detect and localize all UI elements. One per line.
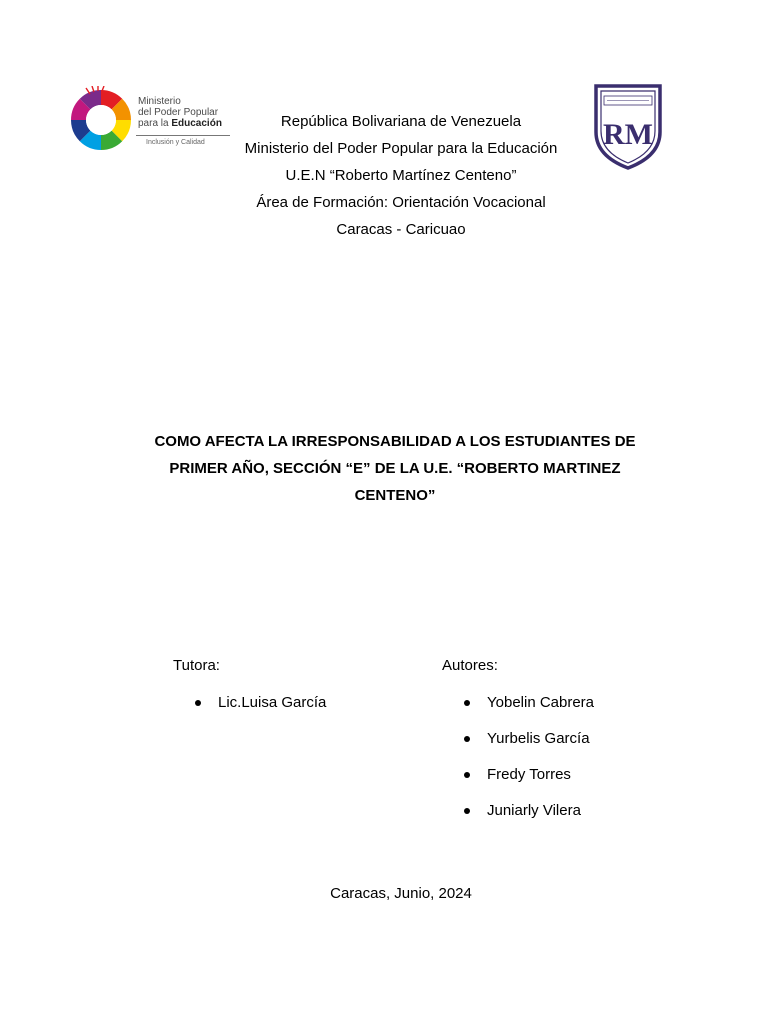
- author-name: Yurbelis García: [487, 730, 590, 747]
- list-item: [442, 693, 594, 729]
- ministry-ring-icon: [70, 86, 136, 154]
- tutor-heading: Tutora:: [173, 657, 220, 674]
- list-item: [442, 801, 594, 837]
- tutor-name: Lic.Luisa García: [218, 694, 327, 711]
- bullet-icon: [464, 736, 470, 742]
- list-item: [173, 693, 326, 729]
- header-ministry: Ministerio del Poder Popular para la Educación: [244, 140, 558, 157]
- authors-list: [442, 693, 594, 837]
- author-name: Juniarly Vilera: [487, 802, 581, 819]
- place-and-date: Caracas, Junio, 2024: [330, 885, 472, 902]
- header-location: Caracas - Caricuao: [336, 221, 466, 238]
- ministry-logo-slogan: Inclusión y Calidad: [146, 139, 205, 146]
- bullet-icon: [195, 700, 201, 706]
- author-name: Fredy Torres: [487, 766, 571, 783]
- document-title: [140, 428, 650, 509]
- header-subject-area: Área de Formación: Orientación Vocacional: [256, 194, 546, 211]
- author-name: Yobelin Cabrera: [487, 694, 595, 711]
- ministry-logo-bold-word: Educación: [171, 118, 222, 129]
- list-item: [442, 765, 594, 801]
- school-monogram: RM: [603, 118, 653, 151]
- institution-header: [200, 108, 602, 243]
- school-shield-icon: [592, 82, 664, 170]
- tutor-list: [173, 693, 326, 729]
- document-title-line: PRIMER AÑO, SECCIÓN “E” DE LA U.E. “ROBERTO MARTINEZ: [169, 460, 621, 477]
- bullet-icon: [464, 700, 470, 706]
- document-title-line: CENTENO”: [354, 487, 436, 504]
- bullet-icon: [464, 772, 470, 778]
- ministry-logo-line: del Poder Popular: [138, 107, 219, 118]
- header-country: República Bolivariana de Venezuela: [280, 113, 522, 130]
- bullet-icon: [464, 808, 470, 814]
- authors-heading: Autores:: [442, 657, 498, 674]
- header-school: U.E.N “Roberto Martínez Centeno”: [285, 167, 517, 184]
- school-shield-logo: [592, 82, 664, 170]
- list-item: [442, 729, 594, 765]
- ministry-logo-line-start: para la: [138, 118, 172, 129]
- ministry-logo-line: Ministerio: [138, 96, 181, 107]
- document-title-line: COMO AFECTA LA IRRESPONSABILIDAD A LOS ESTUDIANTES DE: [154, 433, 636, 450]
